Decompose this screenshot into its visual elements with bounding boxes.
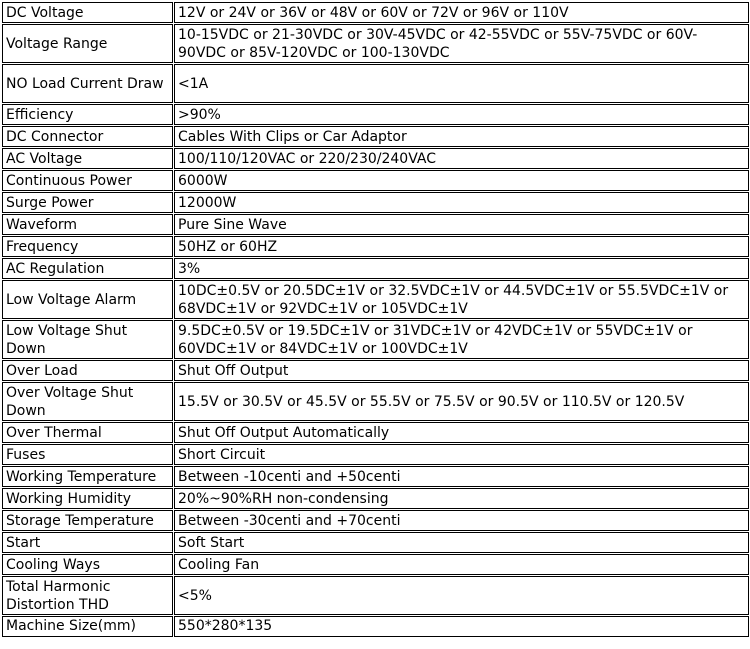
spec-label: Fuses (2, 444, 173, 465)
table-row (2, 422, 749, 443)
spec-value: 12000W (174, 192, 749, 213)
spec-label: Surge Power (2, 192, 173, 213)
spec-value: Cables With Clips or Car Adaptor (174, 126, 749, 147)
spec-label: Cooling Ways (2, 554, 173, 575)
spec-value: Shut Off Output Automatically (174, 422, 749, 443)
table-row (2, 532, 749, 553)
table-row (2, 24, 749, 63)
spec-value: 10-15VDC or 21-30VDC or 30V-45VDC or 42-55VDC or 55V-75VDC or 60V-90VDC or 85V-120VDC or 100-130VDC (174, 24, 749, 63)
spec-label: Waveform (2, 214, 173, 235)
table-row (2, 104, 749, 125)
spec-label: Continuous Power (2, 170, 173, 191)
spec-value: 50HZ or 60HZ (174, 236, 749, 257)
spec-label: Low Voltage Alarm (2, 280, 173, 319)
table-row (2, 64, 749, 103)
spec-value: >90% (174, 104, 749, 125)
spec-value: 12V or 24V or 36V or 48V or 60V or 72V or 96V or 110V (174, 2, 749, 23)
spec-label: Efficiency (2, 104, 173, 125)
spec-value: 550*280*135 (174, 616, 749, 637)
spec-value: 6000W (174, 170, 749, 191)
table-row (2, 616, 749, 637)
table-row (2, 360, 749, 381)
spec-value: Cooling Fan (174, 554, 749, 575)
spec-label: Over Voltage Shut Down (2, 382, 173, 421)
spec-label: Voltage Range (2, 24, 173, 63)
spec-value: Soft Start (174, 532, 749, 553)
spec-value: 10DC±0.5V or 20.5DC±1V or 32.5VDC±1V or 44.5VDC±1V or 55.5VDC±1V or 68VDC±1V or 92VDC±1V or 105VDC±1V (174, 280, 749, 319)
spec-value: 9.5DC±0.5V or 19.5DC±1V or 31VDC±1V or 42VDC±1V or 55VDC±1V or 60VDC±1V or 84VDC±1V or 100VDC±1V (174, 320, 749, 359)
table-row (2, 510, 749, 531)
spec-label: Frequency (2, 236, 173, 257)
spec-value: Short Circuit (174, 444, 749, 465)
table-row (2, 236, 749, 257)
spec-label: DC Voltage (2, 2, 173, 23)
table-row (2, 488, 749, 509)
table-row (2, 444, 749, 465)
spec-value: 100/110/120VAC or 220/230/240VAC (174, 148, 749, 169)
spec-label: Working Humidity (2, 488, 173, 509)
spec-value: Between -10centi and +50centi (174, 466, 749, 487)
spec-value: <5% (174, 576, 749, 615)
spec-label: Low Voltage Shut Down (2, 320, 173, 359)
table-row (2, 466, 749, 487)
spec-label: DC Connector (2, 126, 173, 147)
spec-label: AC Regulation (2, 258, 173, 279)
table-row (2, 320, 749, 359)
spec-label: Over Thermal (2, 422, 173, 443)
spec-label: Over Load (2, 360, 173, 381)
table-row (2, 554, 749, 575)
table-row (2, 126, 749, 147)
table-row (2, 258, 749, 279)
spec-value: 20%~90%RH non-condensing (174, 488, 749, 509)
spec-label: Machine Size(mm) (2, 616, 173, 637)
table-row (2, 214, 749, 235)
table-row (2, 382, 749, 421)
spec-value: 3% (174, 258, 749, 279)
spec-value: Shut Off Output (174, 360, 749, 381)
spec-value: 15.5V or 30.5V or 45.5V or 55.5V or 75.5V or 90.5V or 110.5V or 120.5V (174, 382, 749, 421)
table-row (2, 576, 749, 615)
spec-label: Working Temperature (2, 466, 173, 487)
spec-label: Storage Temperature (2, 510, 173, 531)
table-row (2, 192, 749, 213)
spec-value: <1A (174, 64, 749, 103)
spec-value: Between -30centi and +70centi (174, 510, 749, 531)
spec-label: NO Load Current Draw (2, 64, 173, 103)
spec-label: Total Harmonic Distortion THD (2, 576, 173, 615)
spec-label: AC Voltage (2, 148, 173, 169)
table-row (2, 280, 749, 319)
spec-label: Start (2, 532, 173, 553)
table-row (2, 170, 749, 191)
spec-table (1, 1, 750, 638)
spec-value: Pure Sine Wave (174, 214, 749, 235)
table-row (2, 148, 749, 169)
table-row (2, 2, 749, 23)
